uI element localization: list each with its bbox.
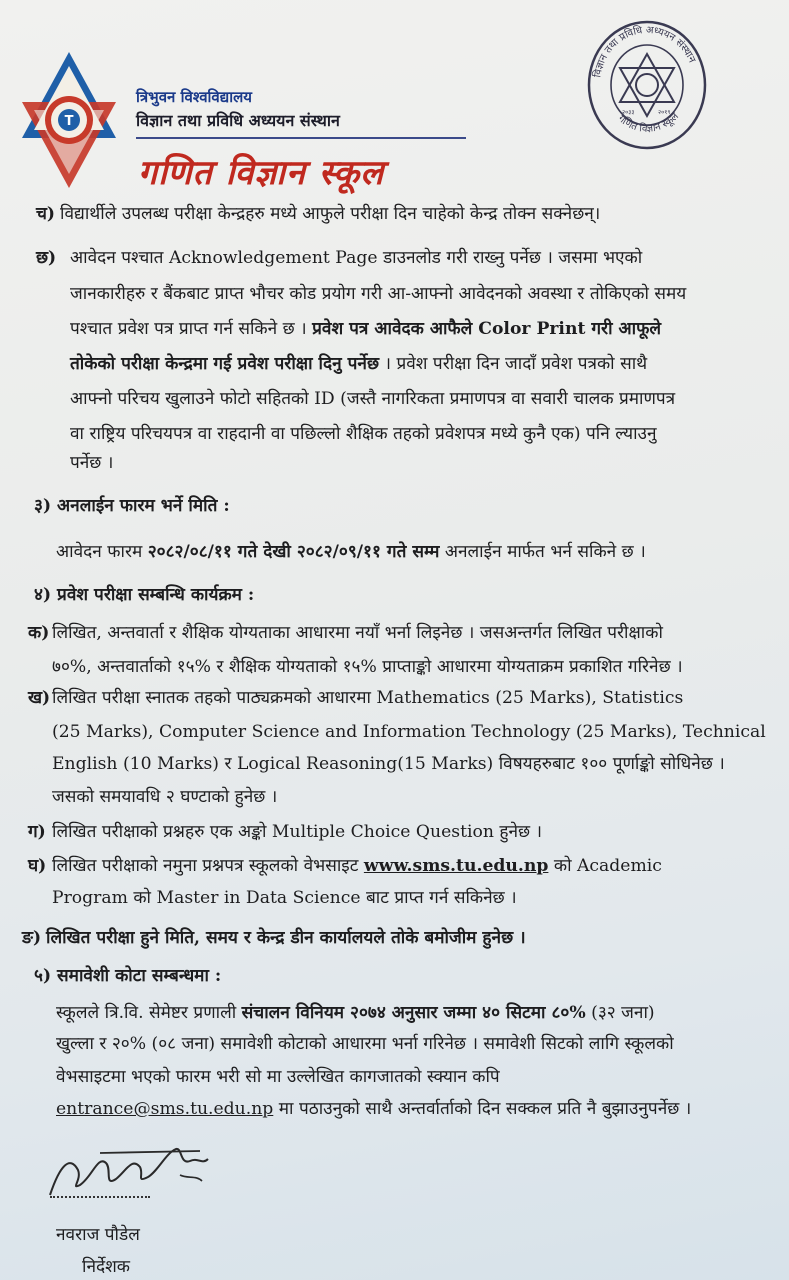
letterhead — [0, 0, 789, 200]
clause-nga-label: ङ) — [22, 928, 42, 948]
clause-gha-text-b: को Academic — [553, 856, 662, 876]
section-5-heading: ५) समावेशी कोटा सम्बन्धमा : — [34, 966, 222, 986]
clause-chha-line-4-a: तोकेको परीक्षा केन्द्रमा गई प्रवेश परीक्षा दिनु पर्नेछ — [70, 354, 379, 374]
clause-gha-line-2: Program को Master in Data Science बाट प्राप्त गर्न सकिनेछ । — [52, 888, 517, 908]
section-5-line-4 — [56, 1098, 691, 1120]
section-3-dates: २०८२/०८/११ गते देखी २०८२/०९/११ गते सम्म — [147, 542, 440, 562]
clause-ga-label: ग) — [28, 822, 46, 842]
clause-kha-line-4: जसको समयावधि २ घण्टाको हुनेछ । — [52, 787, 278, 807]
clause-chha-label: छ) — [36, 248, 57, 268]
clause-chha-line-6: वा राष्ट्रिय परिचयपत्र वा राहदानी वा पछिल्लो शैक्षिक तहको प्रवेशपत्र मध्ये कुनै एक) पनि ल्याउनु — [70, 424, 657, 444]
handwritten-signature — [40, 1135, 220, 1215]
section-5-line-1-c: (३२ जना) — [591, 1003, 655, 1023]
clause-ga-line-1: लिखित परीक्षाको प्रश्नहरु एक अङ्को Multiple Choice Question हुनेछ । — [52, 822, 543, 842]
section-5-line-2: खुल्ला र २०% (०८ जना) समावेशी कोटाको आधारमा भर्ना गरिनेछ । समावेशी सिटको लागि स्कूलको — [56, 1034, 674, 1054]
signature-line — [50, 1196, 150, 1198]
section-3-text-c: अनलाईन मार्फत भर्न सकिने छ । — [444, 542, 646, 562]
header-rule — [136, 137, 466, 139]
seal-year-right: २०१९ — [658, 109, 671, 116]
clause-ka-line-2: ७०%, अन्तवार्ताको १५% र शैक्षिक योग्यताको १५% प्राप्ताङ्को आधारमा योग्यताक्रम प्रकाशित गरिनेछ । — [52, 657, 683, 677]
institute-name: विज्ञान तथा प्रविधि अध्ययन संस्थान — [136, 111, 340, 130]
clause-kha-line-1: लिखित परीक्षा स्नातक तहको पाठ्यक्रमको आधारमा Mathematics (25 Marks), Statistics — [52, 688, 684, 708]
clause-gha-text-a: लिखित परीक्षाको नमुना प्रश्नपत्र स्कूलको वेभसाइट — [52, 856, 359, 876]
section-3-text-a: आवेदन फारम — [56, 542, 143, 562]
seal-year-left: २०३३ — [622, 109, 635, 116]
section-5-line-1-b: संचालन विनियम २०७४ अनुसार जम्मा ४० सिटमा ८०% — [241, 1003, 586, 1023]
svg-text:विज्ञान तथा प्रविधि अध्ययन संस — [591, 24, 697, 78]
section-5-line-3: वेभसाइटमा भएको फारम भरी सो मा उल्लेखित कागजातको स्क्यान कपि — [56, 1067, 500, 1087]
clause-chha-line-3-a: पश्चात प्रवेश पत्र प्राप्त गर्न सकिने छ । — [70, 319, 307, 339]
seal-ring-text: विज्ञान तथा प्रविधि अध्ययन संस्थान — [592, 24, 698, 79]
signatory-title: निर्देशक — [82, 1257, 131, 1277]
clause-ka-line-1: लिखित, अन्तवार्ता र शैक्षिक योग्यताका आधारमा नयाँ भर्ना लिइनेछ । जसअन्तर्गत लिखित परीक्षाको — [52, 623, 663, 643]
clause-ka-label: क) — [28, 623, 50, 643]
school-name: गणित विज्ञान स्कूल — [138, 153, 385, 193]
clause-chha-line-4-b: । प्रवेश परीक्षा दिन जादाँ प्रवेश पत्रको साथै — [384, 354, 648, 374]
clause-chha-line-2: जानकारीहरु र बैंकबाट प्राप्त भौचर कोड प्रयोग गरी आ-आफ्नो आवेदनको अवस्था र तोकिएको समय — [70, 284, 687, 304]
clause-cha-text: विद्यार्थीले उपलब्ध परीक्षा केन्द्रहरु मध्ये आफुले परीक्षा दिन चाहेको केन्द्र तोक्न सक्नेछन्। — [60, 204, 601, 224]
university-name: त्रिभुवन विश्वविद्यालय — [136, 88, 252, 106]
tu-logo — [20, 52, 118, 188]
clause-chha-line-5: आफ्नो परिचय खुलाउने फोटो सहितको ID (जस्तै नागरिकता प्रमाणपत्र वा सवारी चालक प्रमाणपत्र — [70, 389, 676, 409]
svg-text:T: T — [64, 114, 74, 129]
entrance-email-link[interactable]: entrance@sms.tu.edu.np — [56, 1099, 274, 1119]
clause-chha-line-7: पर्नेछ । — [70, 453, 114, 473]
school-seal-stamp — [586, 18, 708, 152]
section-5-line-4-b: मा पठाउनुको साथै अन्तर्वार्ताको दिन सक्कल प्रति नै बुझाउनुपर्नेछ । — [278, 1099, 692, 1119]
clause-gha-line-1 — [52, 855, 662, 877]
clause-chha-line-3 — [70, 318, 661, 340]
clause-gha-label: घ) — [28, 856, 47, 876]
clause-cha-label: च) — [36, 204, 56, 224]
clause-nga-line-1: लिखित परीक्षा हुने मिति, समय र केन्द्र डीन कार्यालयले तोके बमोजीम हुनेछ । — [46, 928, 526, 948]
seal-bottom-text: गणित विज्ञान स्कूल — [615, 111, 681, 135]
section-5-line-1 — [56, 1002, 655, 1024]
clause-chha-line-4 — [70, 353, 647, 375]
section-3-heading: ३) अनलाईन फारम भर्ने मिति : — [34, 496, 230, 516]
section-5-line-1-a: स्कूलले त्रि.वि. सेमेष्टर प्रणाली — [56, 1003, 237, 1023]
signatory-name: नवराज पौडेल — [56, 1225, 140, 1245]
clause-kha-line-3: English (10 Marks) र Logical Reasoning(15 Marks) विषयहरुबाट १०० पूर्णाङ्को सोधिनेछ । — [52, 754, 725, 774]
clause-kha-label: ख) — [28, 688, 51, 708]
institution-block — [136, 86, 466, 139]
school-website-link[interactable]: www.sms.tu.edu.np — [363, 856, 549, 876]
clause-chha-line-1: आवेदन पश्चात Acknowledgement Page डाउनलोड गरी राख्नु पर्नेछ । जसमा भएको — [70, 248, 643, 268]
clause-kha-line-2: (25 Marks), Computer Science and Information Technology (25 Marks), Technical — [52, 722, 766, 742]
section-4-heading: ४) प्रवेश परीक्षा सम्बन्धि कार्यक्रम : — [34, 585, 255, 605]
section-3-text — [56, 541, 646, 563]
clause-chha-line-3-b: प्रवेश पत्र आवेदक आफैले Color Print गरी आफूले — [312, 319, 661, 339]
